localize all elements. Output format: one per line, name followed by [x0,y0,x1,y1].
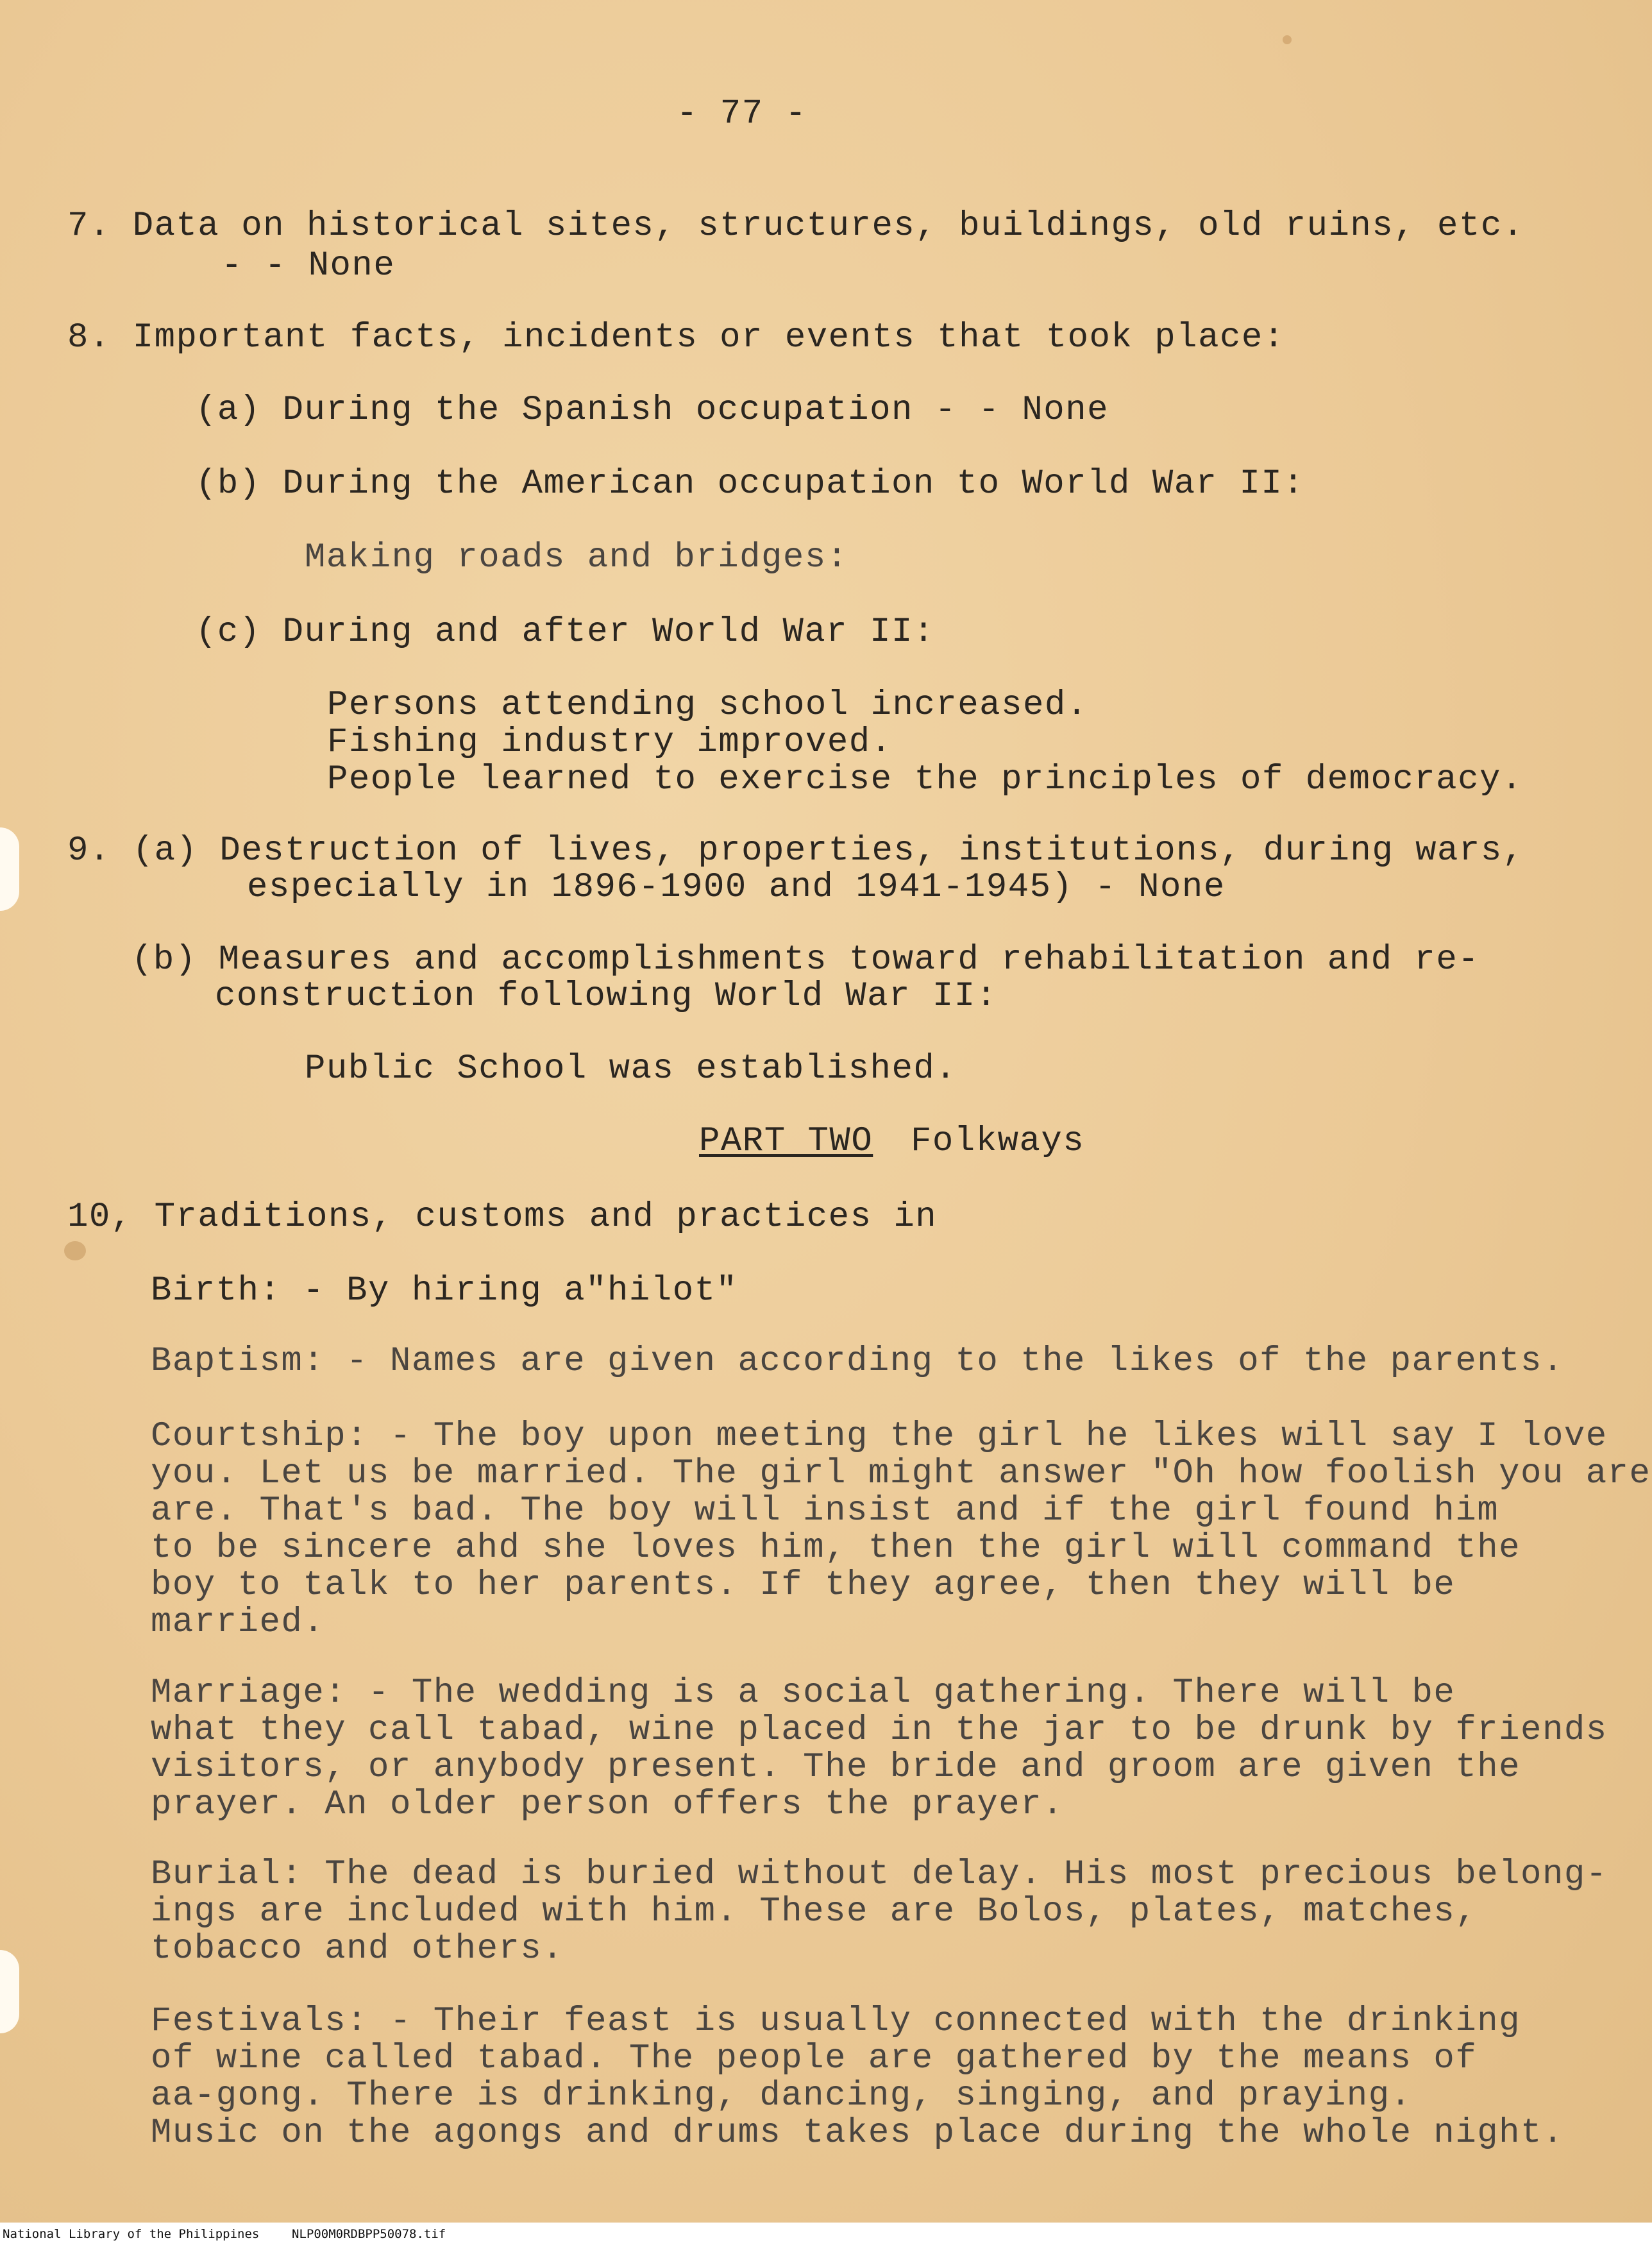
item-7-title: 7. Data on historical sites, structures, buildings, old ruins, etc. [67,207,1524,246]
festivals-entry: Music on the agongs and drums takes place during the whole night. [151,2114,1564,2153]
courtship-entry: are. That's bad. The boy will insist and if the girl found him [151,1491,1499,1530]
item-7-answer: - - None [221,246,396,285]
burial-entry: tobacco and others. [151,1929,564,1969]
festivals-entry: aa-gong. There is drinking, dancing, singing, and praying. [151,2076,1412,2115]
festivals-entry: of wine called tabad. The people are gathered by the means of [151,2039,1478,2078]
marriage-entry: Marriage: - The wedding is a social gathering. There will be [151,1673,1456,1713]
item-8b-detail: Making roads and bridges: [305,538,848,577]
binder-hole [0,1950,19,2033]
item-9a-cont: especially in 1896-1900 and 1941-1945) - None [247,868,1226,907]
part-two-title: Folkways [911,1122,1085,1161]
marriage-entry: prayer. An older person offers the prayer. [151,1785,1065,1824]
courtship-entry: you. Let us be married. The girl might answer "Oh how foolish you are [151,1454,1651,1493]
item-9b-cont: construction following World War II: [215,977,998,1016]
baptism-entry: Baptism: - Names are given according to the likes of the parents. [151,1342,1564,1381]
item-8c-detail: Fishing industry improved. [327,723,893,762]
item-9b: (b) Measures and accomplishments toward rehabilitation and re- [131,940,1480,979]
item-8c-detail: Persons attending school increased. [327,686,1088,725]
item-9b-detail: Public School was established. [305,1049,957,1089]
item-8a: (a) During the Spanish occupation - - None [196,391,1109,430]
courtship-entry: to be sincere ahd she loves him, then the girl will command the [151,1529,1521,1568]
birth-entry: Birth: - By hiring a"hilot" [151,1271,738,1310]
courtship-entry: boy to talk to her parents. If they agree, then they will be [151,1566,1456,1605]
courtship-entry: Courtship: - The boy upon meeting the girl he likes will say I love [151,1417,1608,1456]
courtship-entry: married. [151,1603,325,1642]
item-8c: (c) During and after World War II: [196,613,935,652]
binder-hole [0,827,19,911]
scan-footer [0,2223,1652,2245]
part-two-label: PART TWO [699,1122,873,1161]
festivals-entry: Festivals: - Their feast is usually connected with the drinking [151,2002,1521,2041]
ink-stain [1283,35,1292,44]
item-10-heading: 10, Traditions, customs and practices in [67,1198,938,1237]
burial-entry: ings are included with him. These are Bolos, plates, matches, [151,1892,1478,1931]
item-9a: 9. (a) Destruction of lives, properties, institutions, during wars, [67,831,1524,870]
footer-filename: NLP00M0RDBPP50078.tif [292,2227,446,2241]
marriage-entry: what they call tabad, wine placed in the jar to be drunk by friends [151,1711,1608,1750]
burial-entry: Burial: The dead is buried without delay. His most precious belong- [151,1855,1608,1894]
item-8b: (b) During the American occupation to World War II: [196,464,1305,504]
ink-stain [64,1241,86,1260]
page-number: - 77 - [677,94,807,133]
marriage-entry: visitors, or anybody present. The bride and groom are given the [151,1748,1521,1787]
item-8-heading: 8. Important facts, incidents or events that took place: [67,318,1285,357]
footer-institution: National Library of the Philippines [3,2227,260,2241]
item-8c-detail: People learned to exercise the principles of democracy. [327,760,1523,799]
